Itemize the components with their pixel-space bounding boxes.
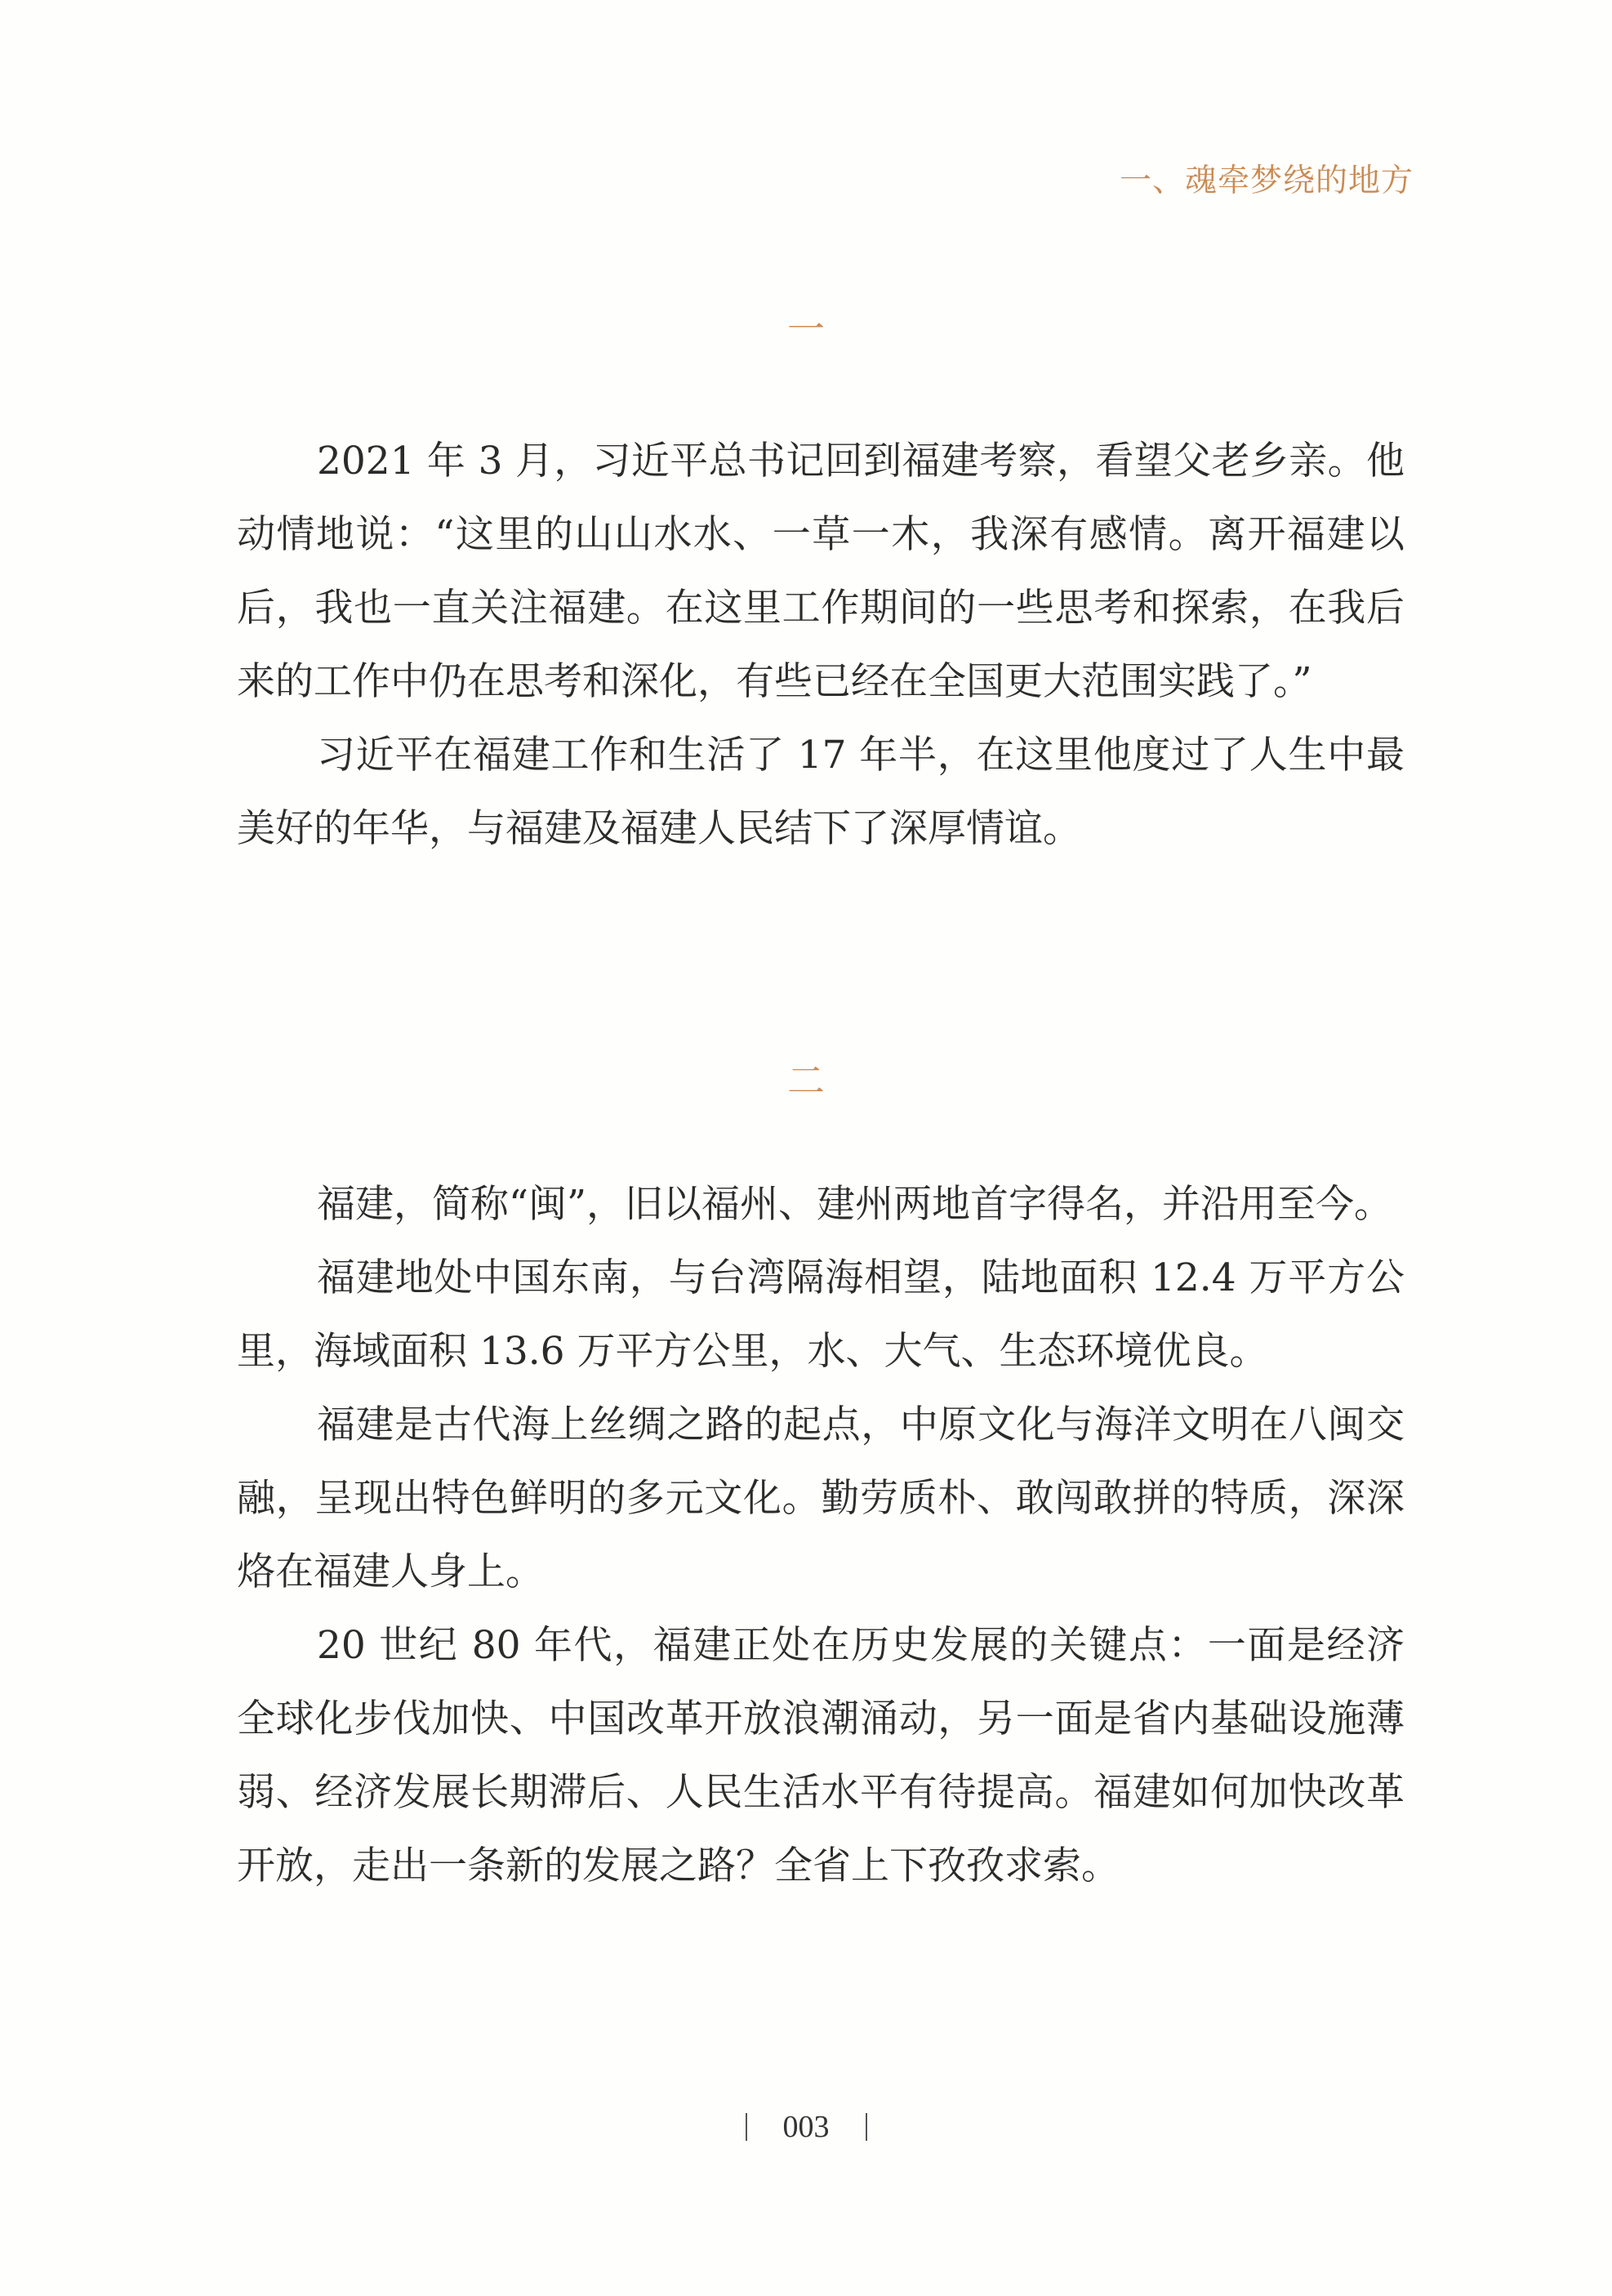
section-2-body — [237, 1168, 1405, 1903]
paragraph: 福建地处中国东南，与台湾隔海相望，陆地面积 12.4 万平方公里，海域面积 13.6 万平方公里，水、大气、生态环境优良。 — [237, 1255, 1405, 1374]
paragraph: 2021 年 3 月，习近平总书记回到福建考察，看望父老乡亲。他动情地说：“这里的山山水水、一草一木，我深有感情。离开福建以后，我也一直关注福建。在这里工作期间的一些思考和探索，在我后来的工作中仍在思考和深化，有些已经在全国更大范围实践了。” — [237, 439, 1405, 704]
section-number-2: 二 — [787, 1059, 825, 1103]
paragraph: 20 世纪 80 年代，福建正处在历史发展的关键点：一面是经济全球化步伐加快、中国改革开放浪潮涌动，另一面是省内基础设施薄弱、经济发展长期滞后、人民生活水平有待提高。福建如何加快改革开放，走出一条新的发展之路？全省上下孜孜求索。 — [237, 1623, 1405, 1888]
paragraph: 福建，简称“闽”，旧以福州、建州两地首字得名，并沿用至今。 — [317, 1182, 1393, 1227]
right-divider — [866, 2113, 867, 2141]
section-number-1: 一 — [787, 307, 825, 351]
paragraph: 福建是古代海上丝绸之路的起点，中原文化与海洋文明在八闽交融，呈现出特色鲜明的多元文化。勤劳质朴、敢闯敢拼的特质，深深烙在福建人身上。 — [237, 1402, 1405, 1594]
running-header: 一、魂牵梦绕的地方 — [1119, 163, 1414, 199]
page-number: 003 — [782, 2110, 830, 2144]
page-footer — [0, 2109, 1612, 2145]
section-1-body — [237, 425, 1405, 866]
left-divider — [746, 2113, 747, 2141]
paragraph: 习近平在福建工作和生活了 17 年半，在这里他度过了人生中最美好的年华，与福建及福建人民结下了深厚情谊。 — [237, 733, 1405, 851]
